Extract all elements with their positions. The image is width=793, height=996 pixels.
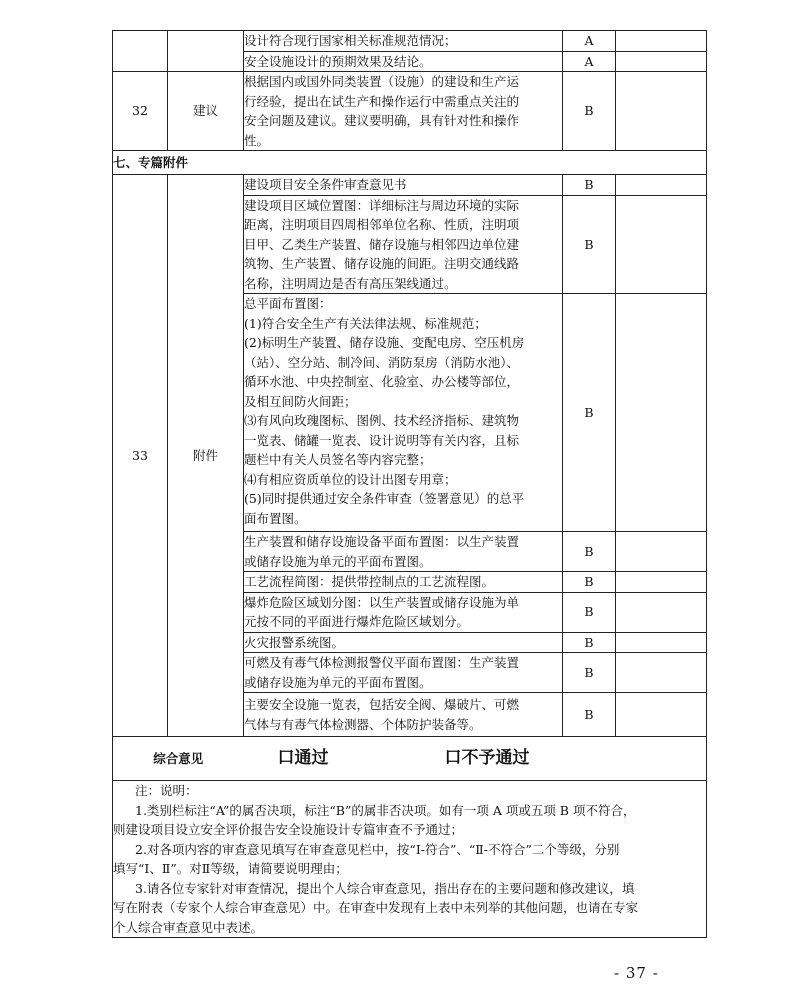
opinion-cell[interactable] bbox=[616, 294, 707, 532]
opinion-cell[interactable] bbox=[616, 532, 707, 572]
content-cell: 生产装置和储存设施设备平面布置图：以生产装置 或储存设施为单元的平面布置图。 bbox=[244, 532, 563, 572]
opinion-cell[interactable] bbox=[616, 632, 707, 653]
grade-cell: B bbox=[563, 175, 616, 196]
grade-cell: B bbox=[563, 572, 616, 593]
opinion-cell[interactable] bbox=[616, 72, 707, 151]
opinion-cell[interactable] bbox=[616, 51, 707, 72]
section-heading: 七、专篇附件 bbox=[113, 151, 707, 175]
section-heading-row bbox=[113, 151, 707, 175]
opinion-cell[interactable] bbox=[616, 195, 707, 294]
content-cell: 总平面布置图： (1)符合安全生产有关法律法规、标准规范； (2)标明生产装置、储存设施、变配电房、空压机房 （站）、空分站、制冷间、消防泵房（消防水池）、 循环水池、中央控制室、化验室、办公楼等部位， 及相互间防火间距； ⑶有风向玫瑰图标、图例、技术经济指标、建筑物 一览表、储罐一览表、设计说明等有关内容，且标 题栏中有关人员签名等内容完整； ⑷有相应资质单位的设计出图专用章； (5)同时提供通过安全条件审查（签署意见）的总平 面布置图。 bbox=[244, 294, 563, 532]
content-cell: 火灾报警系统图。 bbox=[244, 632, 563, 653]
content-cell: 建设项目安全条件审查意见书 bbox=[244, 175, 563, 196]
notes-cell: 注：说明： 1.类别栏标注“A”的属否决项，标注“B”的属非否决项。如有一项 A 项或五项 B 项不符合， 则建设项目设立安全评价报告安全设施设计专篇审查不予通过； 2.对各项内容的审查意见填写在审查意见栏中，按“Ⅰ-符合”、“Ⅱ-不符合”二个等级，分别 填写“Ⅰ、Ⅱ”。对Ⅱ等级，请简要说明理由； 3.请各位专家针对审查情况，提出个人综合审查意见，指出存在的主要问题和修改建议，填 写在附表（专家个人综合审查意见）中。在审查中发现有上表中未列举的其他问题，也请在专家 个人综合审查意见中表述。 bbox=[113, 781, 707, 938]
opinion-cell[interactable] bbox=[616, 572, 707, 593]
notes-heading: 注：说明： bbox=[135, 783, 198, 798]
content-cell: 安全设施设计的预期效果及结论。 bbox=[244, 51, 563, 72]
review-table bbox=[112, 30, 707, 938]
content-cell: 爆炸危险区域划分图：以生产装置或储存设施为单 元按不同的平面进行爆炸危险区域划分。 bbox=[244, 592, 563, 632]
content-cell: 建设项目区域位置图：详细标注与周边环境的实际 距离，注明项目四周相邻单位名称、性质，注明项 目甲、乙类生产装置、储存设施与相邻四边单位建 筑物、生产装置、储存设施的间距。注明交通线路 名称，注明周边是否有高压架线通过。 bbox=[244, 195, 563, 294]
content-cell: 主要安全设施一览表，包括安全阀、爆破片、可燃 气体与有毒气体检测器、个体防护装备等。 bbox=[244, 693, 563, 737]
grade-cell: B bbox=[563, 592, 616, 632]
grade-cell: B bbox=[563, 195, 616, 294]
grade-cell: B bbox=[563, 653, 616, 693]
num-cell-empty bbox=[113, 31, 168, 72]
summary-row bbox=[113, 737, 707, 781]
table-row bbox=[113, 31, 707, 52]
item-name: 建议 bbox=[168, 72, 244, 151]
notes-row bbox=[113, 781, 707, 938]
content-cell: 工艺流程简图：提供带控制点的工艺流程图。 bbox=[244, 572, 563, 593]
opinion-cell[interactable] bbox=[616, 653, 707, 693]
grade-cell: B bbox=[563, 294, 616, 532]
grade-cell: B bbox=[563, 693, 616, 737]
grade-cell: B bbox=[563, 632, 616, 653]
grade-cell: A bbox=[563, 31, 616, 52]
page-number: - 37 - bbox=[614, 964, 659, 982]
grade-cell: A bbox=[563, 51, 616, 72]
item-number: 32 bbox=[113, 72, 168, 151]
opinion-cell[interactable] bbox=[616, 175, 707, 196]
table-row-33 bbox=[113, 175, 707, 196]
grade-cell: B bbox=[563, 532, 616, 572]
content-cell: 设计符合现行国家相关标准规范情况； bbox=[244, 31, 563, 52]
summary-title: 综合意见 bbox=[113, 737, 244, 781]
opinion-cell[interactable] bbox=[616, 31, 707, 52]
opinion-cell[interactable] bbox=[616, 693, 707, 737]
option-pass-checkbox[interactable]: 口通过 bbox=[277, 747, 329, 768]
item-number: 33 bbox=[113, 175, 168, 737]
content-cell: 可燃及有毒气体检测报警仪平面布置图：生产装置 或储存设施为单元的平面布置图。 bbox=[244, 653, 563, 693]
grade-cell: B bbox=[563, 72, 616, 151]
content-cell: 根据国内或国外同类装置（设施）的建设和生产运 行经验，提出在试生产和操作运行中需重点关注的 安全问题及建议。建议要明确，具有针对性和操作 性。 bbox=[244, 72, 563, 151]
item-name: 附件 bbox=[168, 175, 244, 737]
table-row-32 bbox=[113, 72, 707, 151]
name-cell-empty bbox=[168, 31, 244, 72]
option-fail-checkbox[interactable]: 口不予通过 bbox=[444, 747, 530, 768]
opinion-cell[interactable] bbox=[616, 592, 707, 632]
summary-options bbox=[244, 737, 707, 781]
